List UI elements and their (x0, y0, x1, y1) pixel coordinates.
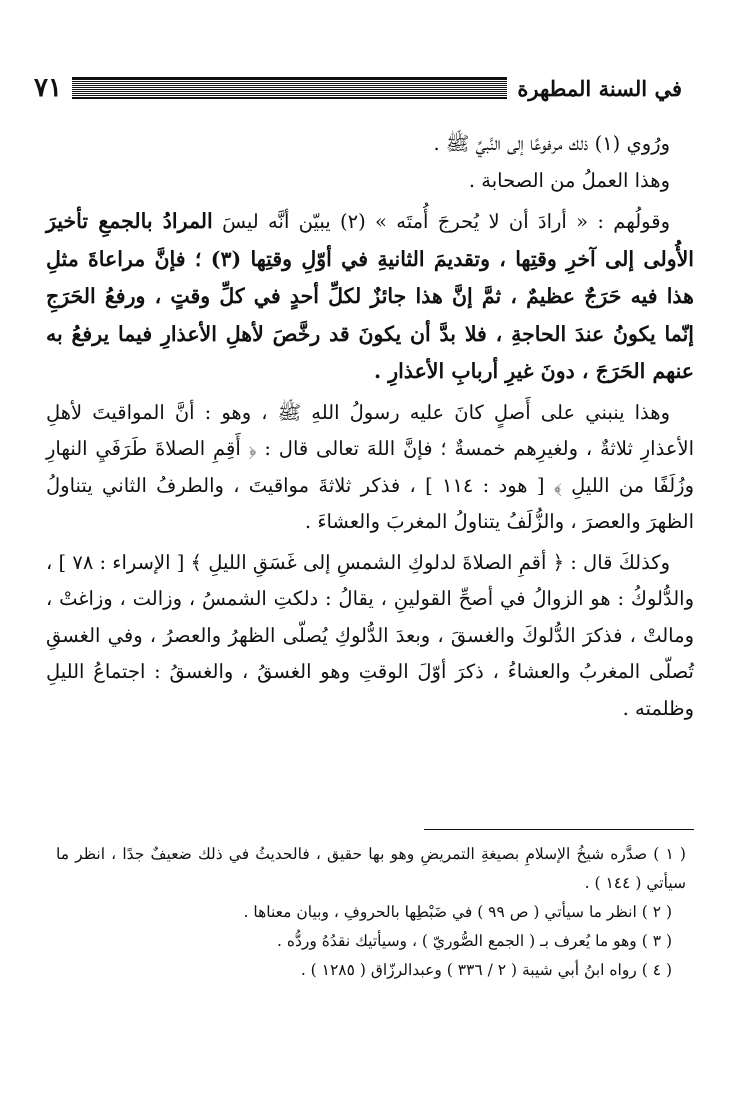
header-rule (72, 77, 507, 99)
footnote: ( ٢ ) انظر ما سيأتي ( ص ٩٩ ) في ضَبْطِها بالحروفِ ، وبيان معناها . (243, 903, 672, 921)
emphasized-quote: المرادُ بالجمعِ تأخيرَ الأُولى إلى آخرِ وقتِها ، وتقديمَ الثانيةِ في أوّلِ وقتِها (٣) ؛ فإنَّ مراعاةَ مثلِ هذا فيه حَرَجٌ عظيمٌ ، ثمَّ إنَّ هذا جائزٌ لكلِّ أحدٍ في كلِّ وقتٍ ، ورفعُ الحَرَجِ إنّما يكونُ عندَ الحاجةِ ، فلا بدَّ أن يكونَ قد رخَّصَ لأهلِ الأعذارِ فيما يرفعُ به عنهم الحَرَجَ ، دونَ غيرِ أربابِ الأعذارِ . (46, 209, 695, 383)
page-header (34, 70, 682, 106)
paragraph-intro: وقولُهم : « أرادَ أن لا يُحرجَ أُمتَه » (٢) يبيّن أنَّه ليسَ (222, 210, 670, 233)
running-title: في السنة المطهرة (517, 75, 682, 101)
paragraph: وهذا ينبني على أَصلٍ كانَ عليه رسولُ اللهِ ﷺ ، وهو : أنَّ المواقيتَ لأهلِ الأعذارِ ثلاثةٌ ، ولغيرِهم خمسةٌ ؛ فإنَّ اللهَ تعالى قال : ﴿ أَقِمِ الصلاةَ طَرَفَيِ النهارِ وزُلَفًا من الليلِ ﴾ [ هود : ١١٤ ] ، فذكر ثلاثةَ مواقيتَ ، والطرفُ الثاني يتناولُ الظهرَ والعصرَ ، والزُّلَفُ يتناولُ المغربَ والعشاءَ . (46, 400, 694, 533)
footnote: ( ١ ) صدَّره شيخُ الإسلامِ بصيغةِ التمريضِ وهو بها حقيق ، فالحديثُ في ذلك ضعيفٌ جدًا ، انظر ما سيأتي ( ١٤٤ ) . (56, 845, 686, 892)
footnotes (56, 840, 686, 985)
footnote-separator (424, 829, 694, 830)
paragraph (46, 203, 694, 391)
paragraph: وهذا العملُ من الصحابة . (468, 168, 670, 192)
page-number: ٧١ (34, 73, 62, 103)
paragraph: ورُوي (١) ذلك مرفوعًا إلى النَّبيِّ ﷺ . (433, 132, 670, 155)
main-text (46, 126, 694, 727)
footnote: ( ٣ ) وهو ما يُعرف بـ ( الجمع الصُّوريّ ) ، وسيأتيك نقدُهُ وردُّه . (277, 932, 672, 950)
footnote: ( ٤ ) رواه ابنُ أبي شيبة ( ٢ / ٣٣٦ ) وعبدالرزّاق ( ١٢٨٥ ) . (300, 961, 672, 979)
paragraph: وكذلكَ قال : ﴿ أقمِ الصلاةَ لدلوكِ الشمسِ إلى غَسَقِ الليلِ ﴾ [ الإسراء : ٧٨ ] ، والدُّلوكُ : هو الزوالُ في أصحِّ القولينِ ، يقالُ : دلكتِ الشمسُ ، وزالت ، وزاغتْ ، ومالتْ ، فذكرَ الدُّلوكَ والغسقَ ، وبعدَ الدُّلوكِ يُصلّى الظهرُ والعصرُ ، وفي الغسقِ تُصلّى المغربُ والعشاءُ ، ذكرَ أوّلَ الوقتِ وهو الغسقُ ، والغسقُ : اجتماعُ الليلِ وظلمته . (46, 550, 694, 720)
